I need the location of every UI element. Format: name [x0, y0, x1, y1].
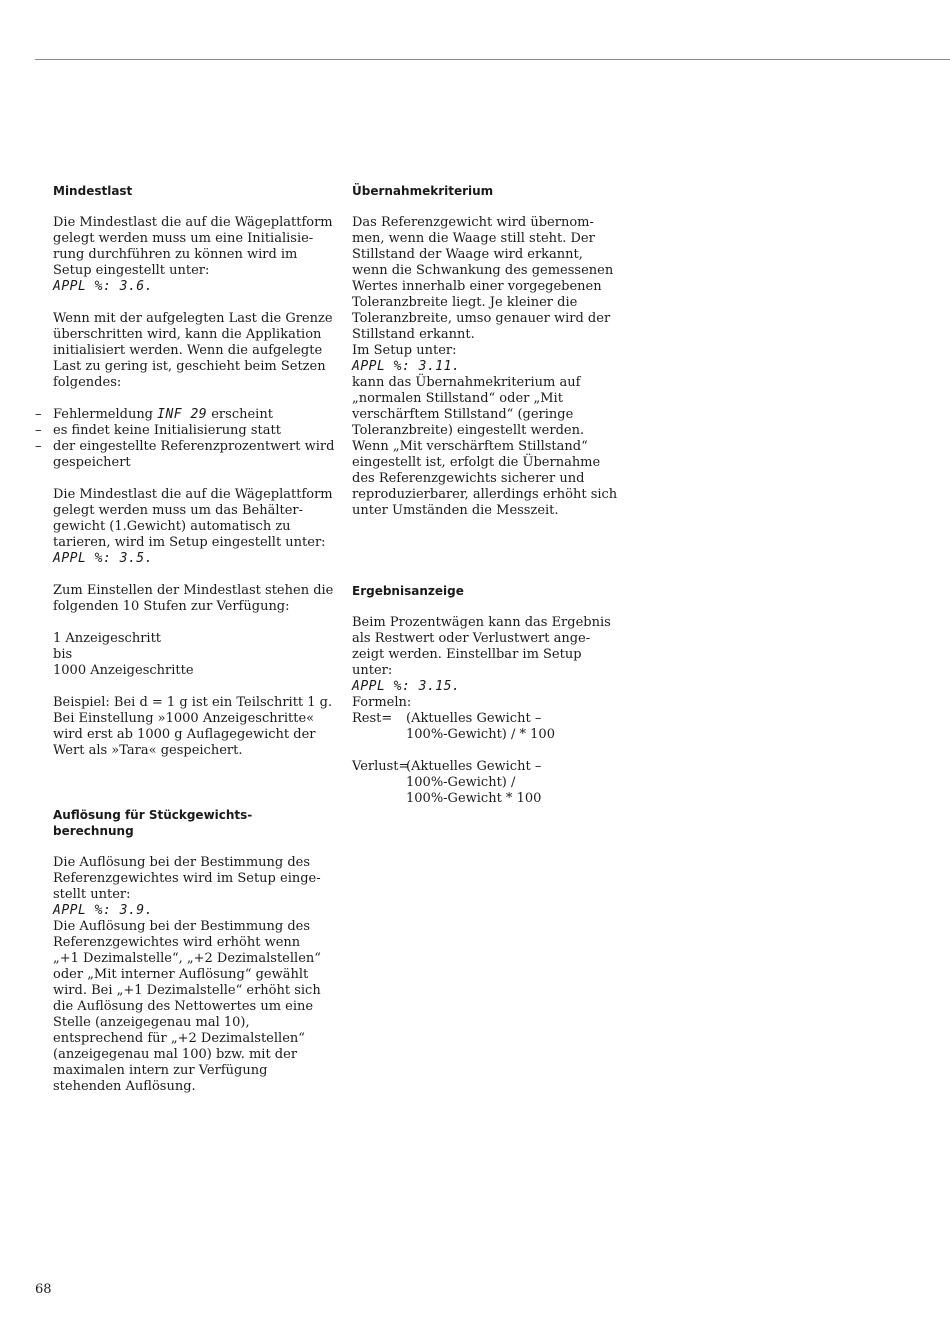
list-item: – der eingestellte Referenzprozentwert wird gespeichert: [35, 439, 335, 470]
formula-verlust: Verlust= (Aktuelles Gewicht – 100%-Gewicht) / 100%-Gewicht * 100: [352, 759, 542, 806]
formula-rest: Rest= (Aktuelles Gewicht – 100%-Gewicht) / * 100: [352, 711, 555, 742]
aufloesung-paragraph-1: Die Auflösung bei der Bestimmung des Referenzgewichtes wird im Setup einge- stellt unter: APPL %: 3.9. Die Auflösung bei der Bestimmung des Referenzgewichtes wird erhöht wenn „+1 Dezimalstelle“, „+2 Dezimalstellen“ oder „Mit interner Auflösung“ gewählt wird. Bei „+1 Dezimalstelle“ erhöht sich die Auflösung des Nettowertes um eine Stelle (anzeigegenau mal 10), entsprechend für „+2 Dezimalstellen“ (anzeigegenau mal 100) bzw. mit der maximalen intern zur Verfügung stehenden Auflösung.: [53, 855, 343, 1095]
uebernahme-paragraph: Das Referenzgewicht wird übernom- men, wenn die Waage still steht. Der Stillstand der Waage wird erkannt, wenn die Schwankung des gemessenen Wertes innerhalb einer vorgegebenen Toleranzbreite liegt. Je kleiner die Toleranzbreite, umso genauer wird der Stillstand erkannt. Im Setup unter: APPL %: 3.11. kann das Übernahmekriterium auf „normalen Stillstand“ oder „Mit verschärftem Stillstand“ (geringe Toleranzbreite) eingestellt werden. Wenn „Mit verschärftem Stillstand“ eingestellt ist, erfolgt die Übernahme des Referenzgewichts sicherer und reproduzierbarer, allerdings erhöht sich unter Umständen die Messzeit.: [352, 215, 642, 519]
aufloesung-heading: Auflösung für Stückgewichts- berechnung: [53, 808, 253, 838]
mindestlast-paragraph-2: Wenn mit der aufgelegten Last die Grenze überschritten wird, kann die Applikation initialisiert werden. Wenn die aufgelegte Last zu gering ist, geschieht beim Setzen folgendes:: [53, 311, 333, 390]
mindestlast-heading: Mindestlast: [53, 184, 133, 198]
list-item: – Fehlermeldung INF 29 erscheint: [35, 407, 273, 422]
mindestlast-paragraph-5: 1 Anzeigeschritt bis 1000 Anzeigeschritte: [53, 631, 194, 678]
list-item: – es findet keine Initialisierung statt: [35, 423, 281, 438]
uebernahme-heading: Übernahmekriterium: [352, 184, 494, 198]
mindestlast-bullet-list: [35, 407, 343, 471]
ergebnis-heading: Ergebnisanzeige: [352, 584, 464, 598]
top-rule: [35, 59, 950, 60]
mindestlast-paragraph-6: Beispiel: Bei d = 1 g ist ein Teilschritt 1 g. Bei Einstellung »1000 Anzeigeschritte« wird erst ab 1000 g Auflagegewicht der Wert als »Tara« gespeichert.: [53, 695, 333, 758]
mindestlast-paragraph-1: Die Mindestlast die auf die Wägeplattform gelegt werden muss um eine Initialisie- rung durchführen zu können wird im Setup eingestellt unter: APPL %: 3.6.: [53, 215, 343, 295]
right-column: [352, 183, 642, 807]
mindestlast-paragraph-4: Zum Einstellen der Mindestlast stehen die folgenden 10 Stufen zur Verfügung:: [53, 583, 334, 614]
error-code-inf-29: INF 29: [157, 407, 208, 422]
page-number: 68: [35, 1282, 52, 1297]
left-column: [35, 183, 343, 1095]
setup-code-3-6: APPL %: 3.6.: [53, 279, 153, 294]
setup-code-3-11: APPL %: 3.11.: [352, 359, 461, 374]
setup-code-3-5: APPL %: 3.5.: [53, 551, 153, 566]
mindestlast-paragraph-3: Die Mindestlast die auf die Wägeplattform gelegt werden muss um das Behälter- gewicht (1.Gewicht) automatisch zu tarieren, wird im Setup eingestellt unter: APPL %: 3.5.: [53, 487, 343, 567]
ergebnis-paragraph: Beim Prozentwägen kann das Ergebnis als Restwert oder Verlustwert ange- zeigt werden. Einstellbar im Setup unter: APPL %: 3.15. Formeln:: [352, 615, 642, 711]
setup-code-3-9: APPL %: 3.9.: [53, 903, 153, 918]
setup-code-3-15: APPL %: 3.15.: [352, 679, 461, 694]
